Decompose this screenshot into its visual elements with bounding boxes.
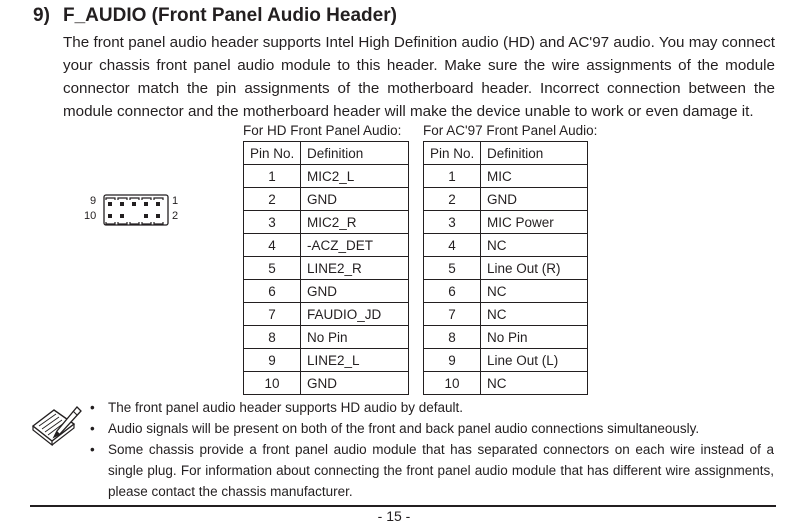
table-row [424, 234, 588, 257]
pin-number-cell: 3 [244, 211, 301, 234]
pin-number-cell: 1 [424, 165, 481, 188]
connector-pin-label-9: 9 [90, 195, 97, 207]
pin-number-cell: 4 [424, 234, 481, 257]
table-row [424, 211, 588, 234]
definition-cell: No Pin [481, 326, 588, 349]
definition-cell: NC [481, 372, 588, 395]
definition-cell: MIC2_L [301, 165, 409, 188]
table-row [244, 257, 409, 280]
notes-list [90, 397, 774, 502]
definition-cell: GND [301, 372, 409, 395]
pin-number-cell: 3 [424, 211, 481, 234]
ac97-pin-table [423, 141, 588, 395]
definition-cell: GND [481, 188, 588, 211]
definition-cell: NC [481, 280, 588, 303]
pin-number-cell: 4 [244, 234, 301, 257]
pin-number-cell: 9 [244, 349, 301, 372]
table-header-row [424, 142, 588, 165]
table-row [244, 303, 409, 326]
pin-number-cell: 9 [424, 349, 481, 372]
table-row [424, 280, 588, 303]
definition-cell: NC [481, 234, 588, 257]
definition-cell: No Pin [301, 326, 409, 349]
definition-cell: LINE2_L [301, 349, 409, 372]
table-row [424, 303, 588, 326]
definition-cell: MIC Power [481, 211, 588, 234]
note-text: Audio signals will be present on both of the front and back panel audio connections simultaneously. [108, 421, 700, 436]
definition-cell: NC [481, 303, 588, 326]
section-heading [33, 5, 397, 27]
table-row [424, 326, 588, 349]
hd-table-caption: For HD Front Panel Audio: [243, 123, 402, 138]
table-row [244, 165, 409, 188]
connector-pin-label-2: 2 [172, 210, 179, 222]
table-row [244, 326, 409, 349]
pin-number-cell: 7 [424, 303, 481, 326]
pin-number-cell: 2 [244, 188, 301, 211]
connector-pin-label-1: 1 [172, 195, 179, 207]
pin-number-cell: 1 [244, 165, 301, 188]
intro-paragraph: The front panel audio header supports Intel High Definition audio (HD) and AC'97 audio. You may connect your chassis front panel audio module to this header. Make sure the wire assignments of the module connector match the pin assignments of the motherboard header. Incorrect connection between the module connector and the motherboard header will make the device unable to work or even damage it. [63, 34, 775, 120]
pin-number-cell: 10 [244, 372, 301, 395]
pin-number-cell: 8 [424, 326, 481, 349]
table-row [244, 280, 409, 303]
ac97-table-caption: For AC'97 Front Panel Audio: [423, 123, 598, 138]
table-row [424, 188, 588, 211]
definition-header: Definition [481, 142, 588, 165]
note-bullet: • [90, 442, 95, 457]
page-number: - 15 - [377, 508, 411, 524]
pin-no-header: Pin No. [244, 142, 301, 165]
note-item [90, 397, 774, 418]
header-pins-icon [102, 193, 170, 227]
table-row [244, 349, 409, 372]
definition-cell: MIC [481, 165, 588, 188]
f-audio-connector-diagram [84, 193, 184, 229]
table-header-row [244, 142, 409, 165]
table-row [244, 372, 409, 395]
footer-rule [30, 505, 776, 507]
section-title: F_AUDIO (Front Panel Audio Header) [63, 5, 397, 26]
hd-pin-table [243, 141, 409, 395]
note-bullet: • [90, 400, 95, 415]
note-text: Some chassis provide a front panel audio module that has separated connectors on each wire instead of a single plug. For information about connecting the front panel audio module that has different wire assignments, please contact the chassis manufacturer. [108, 442, 774, 499]
definition-header: Definition [301, 142, 409, 165]
definition-cell: Line Out (L) [481, 349, 588, 372]
table-row [424, 372, 588, 395]
pin-number-cell: 5 [424, 257, 481, 280]
pin-number-cell: 6 [424, 280, 481, 303]
definition-cell: GND [301, 188, 409, 211]
note-bullet: • [90, 421, 95, 436]
definition-cell: FAUDIO_JD [301, 303, 409, 326]
note-item [90, 418, 774, 439]
pin-no-header: Pin No. [424, 142, 481, 165]
definition-cell: MIC2_R [301, 211, 409, 234]
note-text: The front panel audio header supports HD audio by default. [108, 400, 463, 415]
pin-number-cell: 6 [244, 280, 301, 303]
pin-number-cell: 10 [424, 372, 481, 395]
table-row [424, 257, 588, 280]
table-row [424, 165, 588, 188]
table-row [244, 188, 409, 211]
pin-number-cell: 7 [244, 303, 301, 326]
table-row [244, 211, 409, 234]
note-pencil-icon [30, 404, 82, 446]
table-row [244, 234, 409, 257]
table-row [424, 349, 588, 372]
section-number: 9) [33, 5, 50, 26]
definition-cell: LINE2_R [301, 257, 409, 280]
definition-cell: -ACZ_DET [301, 234, 409, 257]
pin-number-cell: 2 [424, 188, 481, 211]
note-item [90, 439, 774, 502]
pin-number-cell: 8 [244, 326, 301, 349]
definition-cell: Line Out (R) [481, 257, 588, 280]
connector-pin-label-10: 10 [84, 210, 97, 222]
definition-cell: GND [301, 280, 409, 303]
pin-number-cell: 5 [244, 257, 301, 280]
